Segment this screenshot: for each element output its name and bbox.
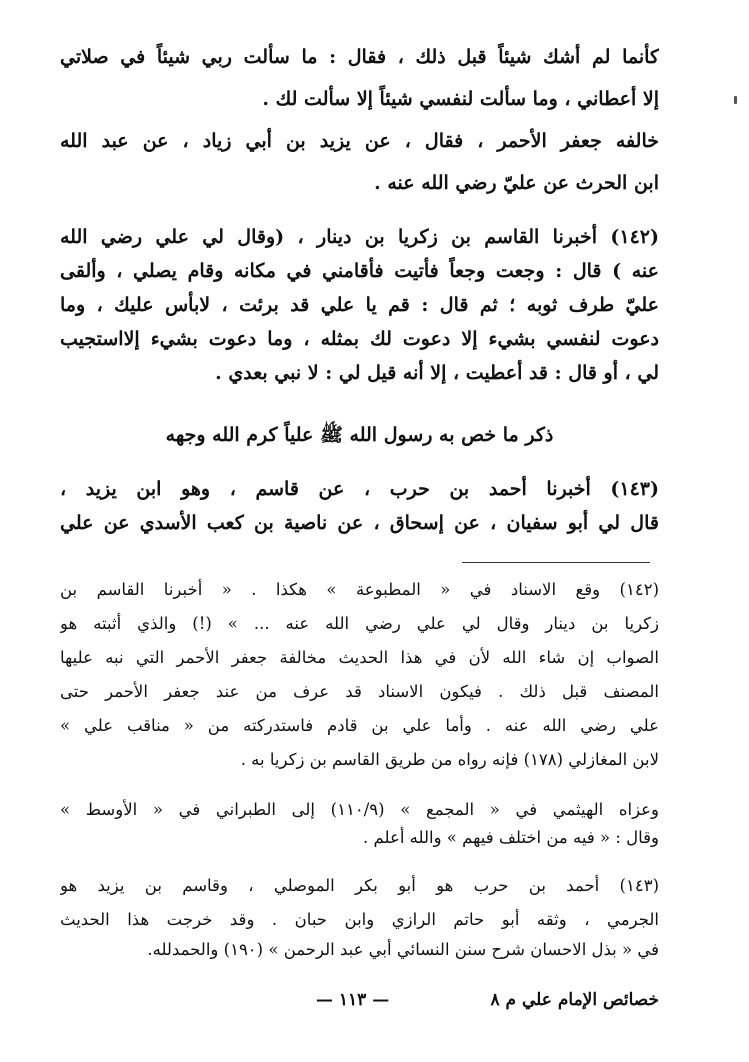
footnote-line: علي رضي الله عنه . وأما علي بن قادم فاستدركته من « مناقب علي » [60, 716, 659, 735]
main-text-line: عنه ) قال : وجعت وجعاً فأتيت فأقامني في مكانه وقام يصلي ، وألقى [60, 260, 659, 282]
signature-mark: خصائص الإمام علي م ٨ [490, 990, 659, 1010]
scan-speck [734, 96, 737, 104]
footnote-line: وقال : « فيه من اختلف فيهم » والله أعلم . [363, 828, 659, 847]
main-text-line: قال لي أبو سفيان ، عن إسحاق ، عن ناصية بن كعب الأسدي عن علي [60, 512, 659, 534]
main-text-line: دعوت لنفسي بشيء إلا دعوت لك بمثله ، وما دعوت بشيء إلااستجيب [60, 328, 659, 350]
main-text-line: خالفه جعفر الأحمر ، فقال ، عن يزيد بن أبي زياد ، عن عبد الله [60, 130, 659, 152]
footnote-line: في « بذل الاحسان شرح سنن النسائي أبي عبد الرحمن » (١٩٠) والحمدلله. [147, 940, 659, 959]
footnote-line: (١٤٣) أحمد بن حرب هو أبو بكر الموصلي ، وقاسم بن يزيد هو [60, 876, 659, 895]
footnote-line: لابن المغازلي (١٧٨) فإنه رواه من طريق القاسم بن زكريا به . [240, 750, 659, 769]
footnote-divider [462, 562, 650, 563]
footnote-line: الصواب إن شاء الله لأن في هذا الحديث مخالفة جعفر الأحمر التي نبه عليها [60, 648, 659, 667]
footnote-line: (١٤٢) وقع الاسناد في « المطبوعة » هكذا . « أخبرنا القاسم بن [60, 580, 659, 599]
main-text-line: كأنما لم أشك شيئاً قبل ذلك ، فقال : ما سألت ربي شيئاً في صلاتي [60, 46, 659, 68]
main-text-line: إلا أعطاني ، وما سألت لنفسي شيئاً إلا سألت لك . [262, 88, 659, 110]
footnote-line: المصنف قبل ذلك . فيكون الاسناد قد عرف من عند جعفر الأحمر حتى [60, 682, 659, 701]
main-text-line: ابن الحرث عن عليّ رضي الله عنه . [374, 172, 659, 194]
footnote-line: وعزاه الهيثمي في « المجمع » (١١٠/٩) إلى الطبراني في « الأوسط » [60, 800, 659, 819]
section-heading: ذكر ما خص به رسول الله ﷺ علياً كرم الله وجهه [165, 424, 554, 446]
footnote-line: الجرمي ، وثقه أبو حاتم الرازي وابن حبان . وقد خرجت هذا الحديث [60, 910, 659, 929]
main-text-line: لي ، أو قال : قد أعطيت ، إلا أنه قيل لي : لا نبي بعدي . [215, 362, 659, 384]
page-number: — ١١٣ — [316, 990, 390, 1010]
main-text-line: عليّ طرف ثوبه ؛ ثم قال : قم يا علي قد برئت ، لابأس عليك ، وما [60, 294, 659, 316]
main-text-line: (١٤٢) أخبرنا القاسم بن زكريا بن دينار ، (وقال لي علي رضي الله [60, 226, 659, 248]
main-text-line: (١٤٣) أخبرنا أحمد بن حرب ، عن قاسم ، وهو ابن يزيد ، [60, 478, 659, 500]
page-footer [0, 985, 749, 1015]
footnote-line: زكريا بن دينار وقال لي علي رضي الله عنه ... » (!) والذي أثبته هو [60, 614, 659, 633]
